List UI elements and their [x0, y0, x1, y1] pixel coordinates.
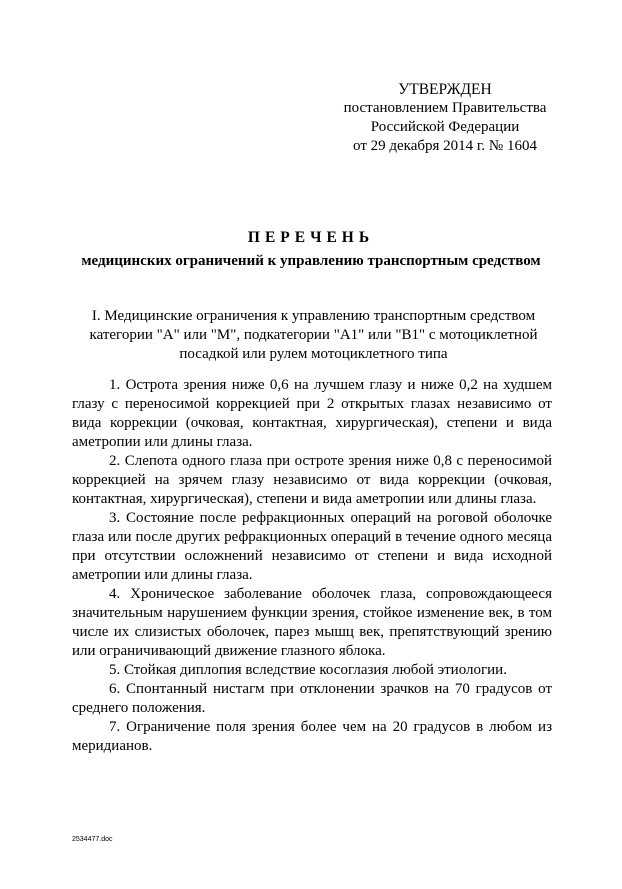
document-subtitle: медицинских ограничений к управлению транспортным средством: [81, 253, 541, 269]
approval-block: [300, 80, 590, 156]
approval-line-1: постановлением Правительства: [343, 100, 547, 116]
list-item: 7. Ограничение поля зрения более чем на 20 градусов в любом из меридианов.: [72, 719, 552, 754]
approval-heading: УТВЕРЖДЕН: [398, 81, 492, 98]
file-name-footer: 2534477.doc: [72, 836, 113, 843]
section-heading: I. Медицинские ограничения к управлению транспортным средством категории "A" или "M", подкатегории "A1" или "B1" с мотоциклетной посадкой или рулем мотоциклетного типа: [89, 308, 538, 362]
approval-line-3: от 29 декабря 2014 г. № 1604: [353, 138, 537, 154]
list-item: 5. Стойкая диплопия вследствие косоглазия любой этиологии.: [109, 662, 507, 678]
list-item: 1. Острота зрения ниже 0,6 на лучшем глазу и ниже 0,2 на худшем глазу с переносимой коррекцией при 2 открытых глазах независимо от вида коррекции (очковая, контактная, хирургическая), степени и вида аметропии или длины глаза.: [72, 377, 552, 450]
list-item: 6. Спонтанный нистагм при отклонении зрачков на 70 градусов от среднего положения.: [72, 681, 552, 716]
list-item: 3. Состояние после рефракционных операций на роговой оболочке глаза или после других рефракционных операций в течение одного месяца при отсутствии осложнений независимо от степени и вида исходной аметропии или длины глаза.: [72, 510, 552, 583]
document-title: ПЕРЕЧЕНЬ: [247, 229, 375, 246]
list-item: 4. Хроническое заболевание оболочек глаза, сопровождающееся значительным нарушением функции зрения, стойкое изменение век, в том числе их слизистых оболочек, парез мышц век, препятствующий зрению или ограничивающий движение глазного яблока.: [72, 586, 552, 659]
list-item: 2. Слепота одного глаза при остроте зрения ниже 0,8 с переносимой коррекцией на зрячем глазу независимо от вида коррекции (очковая, контактная, хирургическая), степени и вида аметропии или длины глаза.: [72, 453, 552, 507]
items-list: [72, 376, 552, 756]
approval-line-2: Российской Федерации: [370, 119, 520, 135]
